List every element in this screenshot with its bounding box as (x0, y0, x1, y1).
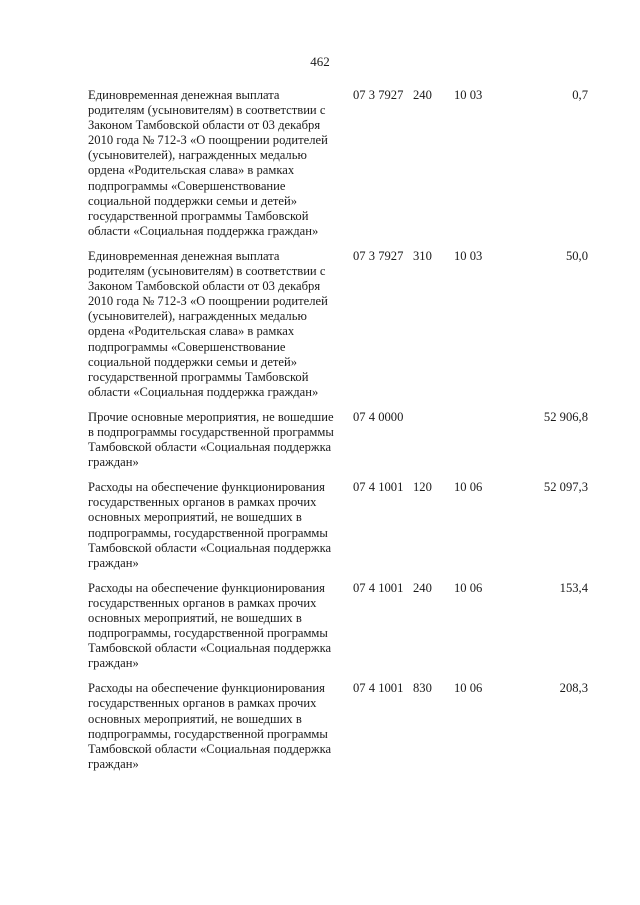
row-section-code: 10 06 (454, 480, 483, 495)
row-expense-type: 240 (413, 88, 432, 102)
row-target-code: 07 4 0000 (353, 409, 404, 424)
row-description: Единовременная денежная выплата родителям (усыновителям) в соответствии с Законом Тамбовской области от 03 декабря 2010 года № 712-З «О поощрении родителей (усыновителей), награжденных медалью ордена «Родительская слава» в рамках подпрограммы «Совершенствование социальной поддержки семьи и детей» государственной программы Тамбовской области «Социальная поддержка граждан» (88, 248, 328, 399)
budget-table (88, 88, 588, 782)
row-section-code: 10 03 (454, 248, 483, 263)
row-expense-type: 240 (413, 580, 432, 595)
row-amount: 153,4 (559, 580, 588, 595)
row-expense-type: 830 (413, 681, 432, 696)
row-description: Расходы на обеспечение функционирования государственных органов в рамках прочих основных мероприятий, не вошедших в подпрограммы, государственной программы Тамбовской области «Социальная поддержка граждан» (88, 580, 332, 671)
table-row (88, 480, 588, 571)
row-target-code: 07 3 7927 (353, 88, 404, 102)
table-row (88, 581, 588, 672)
row-target-code: 07 4 1001 (353, 681, 404, 696)
row-amount: 208,3 (559, 681, 588, 696)
row-description: Расходы на обеспечение функционирования государственных органов в рамках прочих основных мероприятий, не вошедших в подпрограммы, государственной программы Тамбовской области «Социальная поддержка граждан» (88, 480, 332, 570)
row-description: Прочие основные мероприятия, не вошедшие в подпрограммы государственной программы Тамбовской области «Социальная поддержка граждан» (88, 409, 334, 470)
row-section-code: 10 06 (454, 681, 483, 696)
row-target-code: 07 4 1001 (353, 480, 404, 495)
row-target-code: 07 4 1001 (353, 580, 404, 595)
row-target-code: 07 3 7927 (353, 248, 404, 263)
table-row (88, 410, 588, 470)
row-amount: 0,7 (572, 88, 588, 102)
row-description: Расходы на обеспечение функционирования государственных органов в рамках прочих основных мероприятий, не вошедших в подпрограммы, государственной программы Тамбовской области «Социальная поддержка граждан» (88, 681, 332, 771)
row-amount: 52 906,8 (543, 409, 588, 424)
row-expense-type: 310 (413, 248, 432, 263)
row-expense-type: 120 (413, 480, 432, 495)
row-description: Единовременная денежная выплата родителям (усыновителям) в соответствии с Законом Тамбовской области от 03 декабря 2010 года № 712-З «О поощрении родителей (усыновителей), награжденных медалью ордена «Родительская слава» в рамках подпрограммы «Совершенствование социальной поддержки семьи и детей» государственной программы Тамбовской области «Социальная поддержка граждан» (88, 88, 328, 238)
table-row (88, 249, 588, 400)
row-section-code: 10 06 (454, 580, 483, 595)
row-amount: 52 097,3 (543, 480, 588, 495)
page-number: 462 (310, 54, 330, 69)
row-amount: 50,0 (565, 248, 588, 263)
table-row (88, 681, 588, 772)
row-section-code: 10 03 (454, 88, 483, 102)
table-row (88, 88, 588, 239)
